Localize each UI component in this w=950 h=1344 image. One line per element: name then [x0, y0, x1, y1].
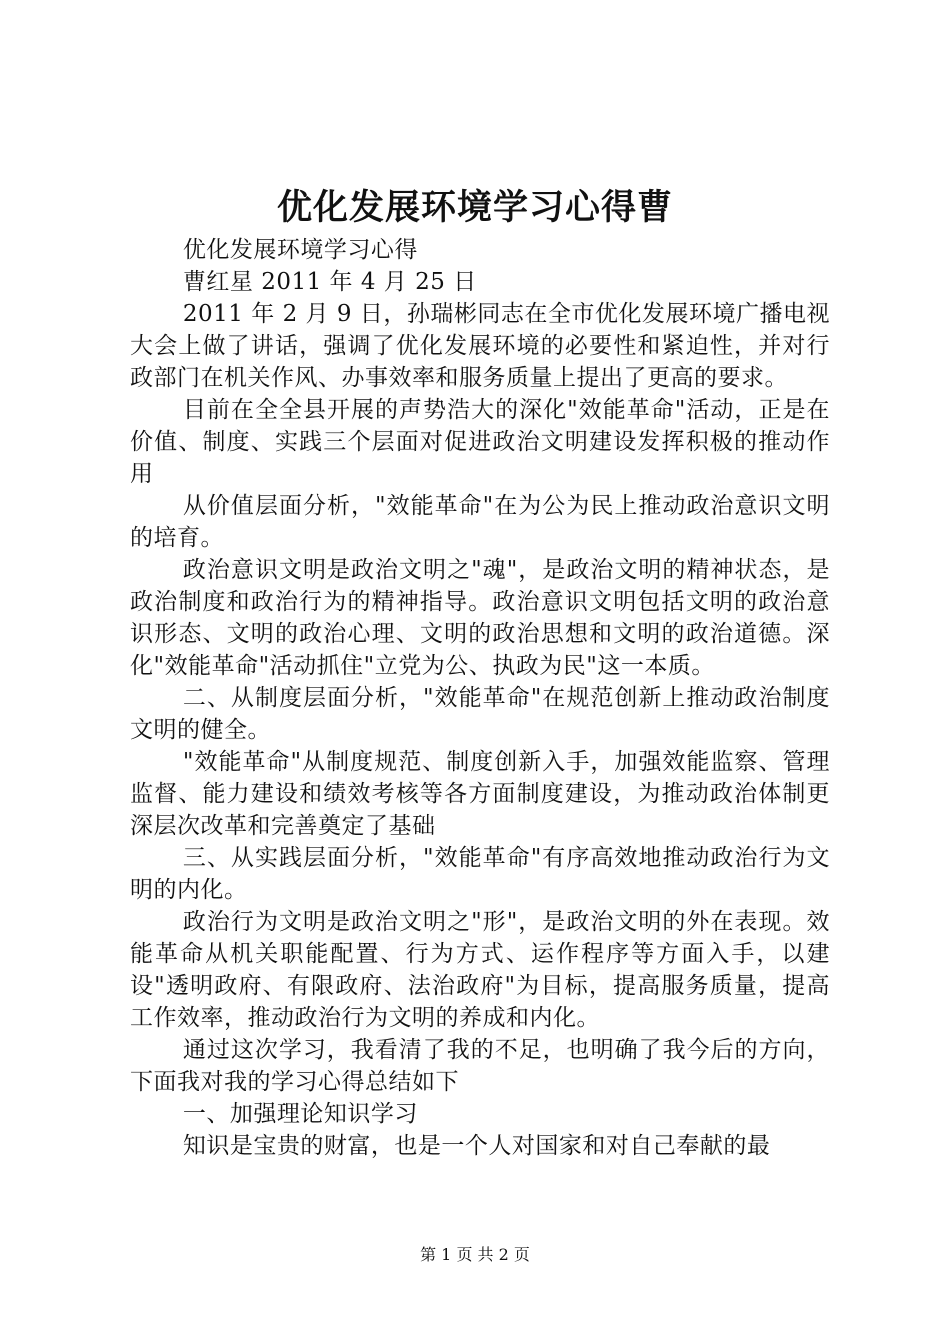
- paragraph: 政治意识文明是政治文明之"魂"，是政治文明的精神状态，是政治制度和政治行为的精神指导。政治意识文明包括文明的政治意识形态、文明的政治心理、文明的政治思想和文明的政治道德。深化"效能革命"活动抓住"立党为公、执政为民"这一本质。: [130, 557, 830, 679]
- document-body: [130, 234, 830, 1162]
- paragraph: 知识是宝贵的财富，也是一个人对国家和对自己奉献的最: [182, 1133, 771, 1159]
- page-footer: 第 1 页 共 2 页: [420, 1245, 530, 1264]
- paragraph: 目前在全全县开展的声势浩大的深化"效能革命"活动，正是在价值、制度、实践三个层面对促进政治文明建设发挥积极的推动作用: [130, 397, 830, 487]
- document-title: 优化发展环境学习心得曹: [276, 187, 673, 228]
- section-heading: 一、加强理论知识学习: [182, 1101, 418, 1127]
- paragraph: 政治行为文明是政治文明之"形"，是政治文明的外在表现。效能革命从机关职能配置、行为方式、运作程序等方面入手，以建设"透明政府、有限政府、法治政府"为目标，提高服务质量，提高工作效率，推动政治行为文明的养成和内化。: [130, 909, 830, 1031]
- paragraph-author-date: 曹红星 2011 年 4 月 25 日: [182, 269, 477, 295]
- paragraph-subtitle: 优化发展环境学习心得: [182, 237, 418, 263]
- paragraph: 通过这次学习，我看清了我的不足，也明确了我今后的方向，下面我对我的学习心得总结如下: [130, 1037, 830, 1095]
- paragraph: 从价值层面分析，"效能革命"在为公为民上推动政治意识文明的培育。: [130, 493, 830, 551]
- paragraph: 2011 年 2 月 9 日，孙瑞彬同志在全市优化发展环境广播电视大会上做了讲话，强调了优化发展环境的必要性和紧迫性，并对行政部门在机关作风、办事效率和服务质量上提出了更高的要求。: [130, 301, 830, 391]
- paragraph: 二、从制度层面分析，"效能革命"在规范创新上推动政治制度文明的健全。: [130, 685, 830, 743]
- paragraph: "效能革命"从制度规范、制度创新入手，加强效能监察、管理监督、能力建设和绩效考核等各方面制度建设，为推动政治体制更深层次改革和完善奠定了基础: [130, 749, 830, 839]
- paragraph: 三、从实践层面分析，"效能革命"有序高效地推动政治行为文明的内化。: [130, 845, 830, 903]
